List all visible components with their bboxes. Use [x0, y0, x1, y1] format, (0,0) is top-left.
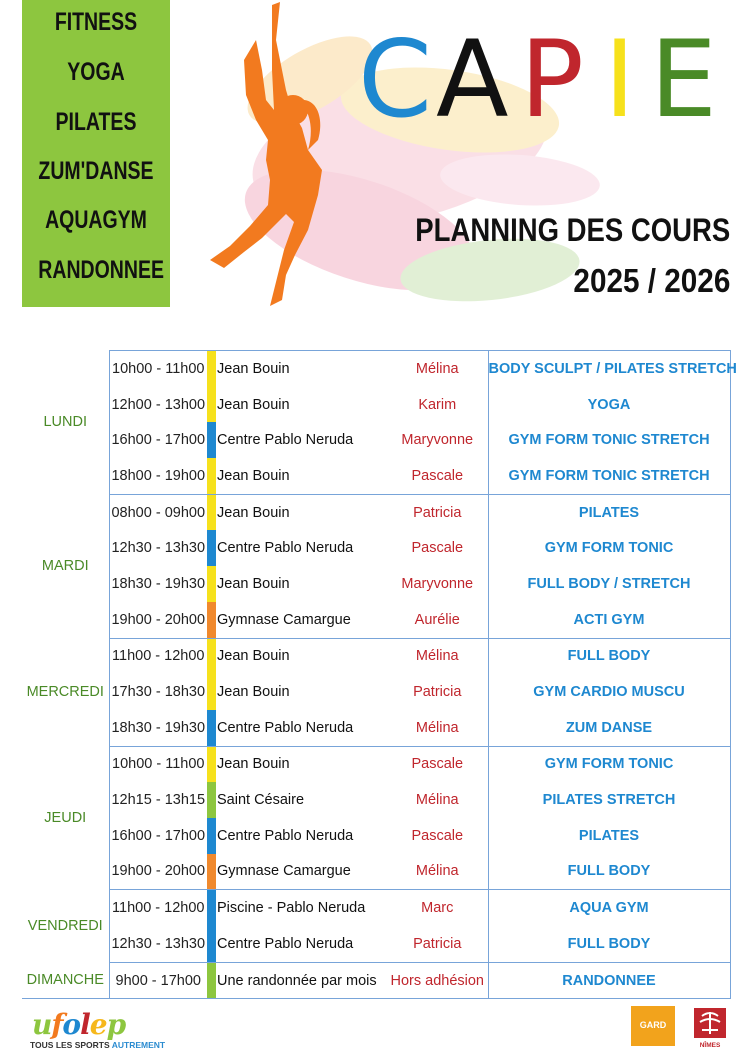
coach-name: Mélina	[387, 854, 488, 890]
schedule-row	[22, 494, 730, 530]
coach-name: Mélina	[387, 710, 488, 746]
location-color-marker	[207, 890, 217, 926]
location-color-marker	[207, 530, 217, 566]
time-slot: 12h30 - 13h30	[109, 530, 207, 566]
nimes-label: NÎMES	[699, 1042, 721, 1049]
color-bar	[207, 854, 216, 890]
schedule-row	[22, 818, 730, 854]
course-name: FULL BODY	[488, 638, 730, 674]
location-color-marker	[207, 351, 217, 387]
activities-box	[22, 0, 170, 307]
schedule-row	[22, 566, 730, 602]
coach-name: Marc	[421, 900, 454, 917]
activity-label: AQUAGYM	[45, 206, 147, 234]
location: Jean Bouin	[217, 756, 290, 773]
day-label: MARDI	[41, 558, 89, 575]
location: Centre Pablo Neruda	[217, 926, 387, 962]
location: Saint Césaire	[217, 792, 305, 809]
location-color-marker	[207, 710, 217, 746]
location-color-marker	[207, 638, 217, 674]
coach-name: Maryvonne	[401, 575, 474, 592]
location-color-marker	[207, 746, 217, 782]
location: Jean Bouin	[217, 648, 290, 665]
logo-letter: I	[604, 18, 636, 141]
color-bar	[207, 674, 216, 710]
location: Centre Pablo Neruda	[217, 432, 354, 449]
coach-name: Pascale	[411, 540, 464, 557]
location: Piscine - Pablo Neruda	[217, 900, 366, 917]
location-color-marker	[207, 387, 217, 423]
location: Jean Bouin	[217, 575, 290, 592]
time-slot: 10h00 - 11h00	[109, 746, 207, 782]
location-color-marker	[207, 422, 217, 458]
schedule-row	[22, 387, 730, 423]
color-bar	[207, 782, 216, 818]
course-name: FULL BODY	[488, 926, 730, 962]
schedule-row	[22, 458, 730, 494]
location-color-marker	[207, 674, 217, 710]
location: Jean Bouin	[217, 396, 290, 413]
time-slot: 08h00 - 09h00	[109, 494, 207, 530]
logo-letter: A	[436, 18, 509, 141]
schedule-row	[22, 351, 730, 387]
gard-logo	[631, 1006, 675, 1046]
coach-name: Mélina	[415, 648, 459, 665]
schedule-table	[22, 350, 737, 999]
color-bar	[207, 926, 216, 962]
color-bar	[207, 963, 216, 999]
coach-name: Patricia	[413, 504, 462, 521]
schedule-row	[22, 854, 730, 890]
course-name: PILATES	[488, 818, 730, 854]
time-slot: 12h15 - 13h15	[109, 782, 207, 818]
svg-text:ufolep: ufolep	[32, 1010, 126, 1040]
coach-name: Aurélie	[387, 602, 488, 638]
schedule-row	[22, 674, 730, 710]
location: Jean Bouin	[217, 351, 387, 387]
location-color-marker	[207, 962, 217, 999]
page-title: PLANNING DES COURS	[415, 212, 730, 248]
location: Centre Pablo Neruda	[217, 540, 354, 557]
day-label: VENDREDI	[27, 918, 103, 934]
logo-letter: E	[650, 18, 717, 141]
activity-label: ZUM'DANSE	[38, 157, 154, 185]
time-slot: 18h30 - 19h30	[109, 710, 207, 746]
color-bar	[207, 495, 216, 531]
location-color-marker	[207, 926, 217, 962]
tagline-part: TOUS LES SPORTS	[30, 1040, 110, 1050]
day-label: DIMANCHE	[22, 962, 109, 999]
course-name: BODY SCULPT / PILATES STRETCH	[488, 351, 730, 387]
location-color-marker	[207, 458, 217, 494]
location: Gymnase Camargue	[217, 854, 387, 890]
color-bar	[207, 530, 216, 566]
course-name: RANDONNEE	[488, 962, 730, 999]
time-slot: 9h00 - 17h00	[109, 962, 207, 999]
time-slot: 12h30 - 13h30	[109, 926, 207, 962]
location-color-marker	[207, 494, 217, 530]
location: Une randonnée par mois	[217, 962, 387, 999]
coach-name: Maryvonne	[401, 432, 474, 449]
location-color-marker	[207, 566, 217, 602]
location: Jean Bouin	[217, 684, 290, 701]
activity-label: YOGA	[67, 58, 125, 86]
color-bar	[207, 710, 216, 746]
course-name: YOGA	[488, 387, 730, 423]
time-slot: 16h00 - 17h00	[109, 422, 207, 458]
coach-name: Pascale	[411, 756, 464, 773]
course-name: GYM FORM TONIC STRETCH	[488, 458, 730, 494]
time-slot: 18h00 - 19h00	[109, 458, 207, 494]
schedule-row	[22, 890, 730, 926]
course-name: PILATES STRETCH	[488, 782, 730, 818]
day-label: MERCREDI	[26, 684, 104, 701]
schedule-row	[22, 602, 730, 638]
course-name: GYM FORM TONIC	[488, 746, 730, 782]
nimes-logo	[690, 1006, 730, 1049]
location: Jean Bouin	[217, 458, 387, 494]
logo-letter: P	[520, 18, 584, 141]
color-bar	[207, 387, 216, 423]
schedule-row	[22, 746, 730, 782]
schedule-row	[22, 638, 730, 674]
activity-label: PILATES	[55, 108, 137, 136]
ufolep-logo	[30, 1010, 166, 1050]
location-color-marker	[207, 602, 217, 638]
course-name: GYM FORM TONIC STRETCH	[488, 422, 730, 458]
day-label: LUNDI	[43, 414, 87, 431]
schedule-row	[22, 530, 730, 566]
ufolep-tagline	[30, 1040, 165, 1050]
activity-label: FITNESS	[54, 8, 138, 36]
course-name: ZUM DANSE	[488, 710, 730, 746]
color-bar	[207, 422, 216, 458]
coach-name: Pascale	[411, 827, 464, 844]
coach-name: Karim	[418, 396, 457, 413]
schedule-row	[22, 422, 730, 458]
color-bar	[207, 458, 216, 494]
crocodile-palm-icon	[690, 1006, 730, 1042]
color-bar	[207, 602, 216, 638]
schedule-row	[22, 962, 730, 999]
schedule-row	[22, 926, 730, 962]
activity-label: RANDONNEE	[38, 256, 164, 284]
coach-name: Mélina	[387, 351, 488, 387]
course-name: FULL BODY	[488, 854, 730, 890]
location-color-marker	[207, 782, 217, 818]
color-bar	[207, 639, 216, 675]
time-slot: 10h00 - 11h00	[109, 351, 207, 387]
season-year: 2025 / 2026	[573, 262, 730, 299]
course-name: PILATES	[488, 494, 730, 530]
color-bar	[207, 818, 216, 854]
location: Centre Pablo Neruda	[217, 710, 387, 746]
coach-name: Patricia	[387, 926, 488, 962]
time-slot: 19h00 - 20h00	[109, 602, 207, 638]
tagline-part: AUTREMENT	[111, 1040, 166, 1050]
coach-name: Mélina	[415, 792, 459, 809]
schedule-row	[22, 782, 730, 818]
location-color-marker	[207, 854, 217, 890]
course-name: GYM CARDIO MUSCU	[488, 674, 730, 710]
course-name: GYM FORM TONIC	[488, 530, 730, 566]
location: Centre Pablo Neruda	[217, 827, 354, 844]
location-color-marker	[207, 818, 217, 854]
time-slot: 16h00 - 17h00	[109, 818, 207, 854]
course-name: FULL BODY / STRETCH	[488, 566, 730, 602]
location: Gymnase Camargue	[217, 602, 387, 638]
coach-name: Hors adhésion	[387, 962, 488, 999]
time-slot: 11h00 - 12h00	[109, 890, 207, 926]
color-bar	[207, 351, 216, 387]
time-slot: 11h00 - 12h00	[109, 638, 207, 674]
time-slot: 19h00 - 20h00	[109, 854, 207, 890]
day-label: JEUDI	[44, 809, 87, 826]
time-slot: 12h00 - 13h00	[109, 387, 207, 423]
color-bar	[207, 566, 216, 602]
course-name: AQUA GYM	[488, 890, 730, 926]
coach-name: Pascale	[387, 458, 488, 494]
time-slot: 17h30 - 18h30	[109, 674, 207, 710]
course-name: ACTI GYM	[488, 602, 730, 638]
ufolep-wordmark	[30, 1010, 130, 1040]
color-bar	[207, 747, 216, 783]
logo-letter: C	[358, 18, 433, 141]
schedule-row	[22, 710, 730, 746]
color-bar	[207, 890, 216, 926]
gard-label: GARD	[639, 1020, 667, 1030]
time-slot: 18h30 - 19h30	[109, 566, 207, 602]
location: Jean Bouin	[217, 504, 290, 521]
coach-name: Patricia	[413, 684, 462, 701]
